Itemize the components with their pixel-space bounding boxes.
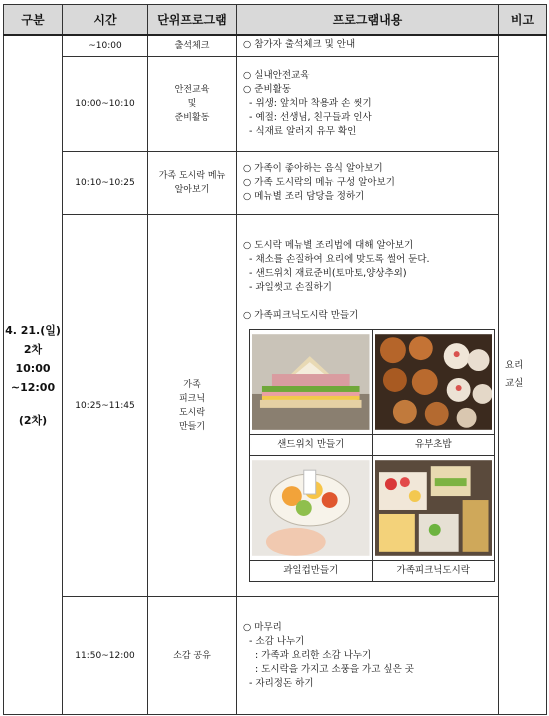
content-line: ○ 가족피크닉도시락 만들기 [243,310,359,321]
header-note: 비고 [499,5,547,36]
picnic-lunchbox-photo-icon [372,456,495,561]
unit-line: 출석체크 [174,41,210,51]
content-line: ○ 가족이 좋아하는 음식 알아보기 [243,163,383,174]
content-line: ○ 마무리 [243,621,282,633]
table-row [4,35,547,57]
sandwich-photo-icon [250,330,373,435]
content-line: - 채소를 손질하여 요리에 맞도록 썰어 둔다. [249,254,430,265]
content-line: : 가족과 요리한 소감 나누기 [255,649,372,661]
note-cell [499,35,547,715]
content-line: ○ 참가자 출석체크 및 안내 [243,39,356,50]
content-line: ○ 가족 도시락의 메뉴 구성 알아보기 [243,177,395,188]
unit-cell [148,35,237,57]
unit-cell [148,597,237,715]
day-end-time: ~12:00 [10,380,56,394]
table-row [4,215,547,597]
note-line: 교실 [505,378,524,389]
sandwich-image [252,334,370,430]
fruit-cup-photo-icon [250,456,373,561]
content-spacer [243,295,492,309]
content-line: - 식재료 알러지 유무 확인 [249,126,357,137]
photo-caption: 유부초밥 [372,435,495,456]
content-line: - 샌드위치 재료준비(토마토,양상추외) [249,268,407,279]
header-time: 시간 [63,5,148,36]
header-row [4,5,547,36]
content-cell [237,152,499,215]
content-line: - 소감 나누기 [249,635,305,647]
unit-line: 가족 도시락 메뉴 [158,171,226,181]
content-line: ○ 실내안전교육 [243,70,310,81]
unit-line: 및 [187,99,197,109]
content-line: - 자리정돈 하기 [249,677,314,689]
photo-caption: 샌드위치 만들기 [250,435,373,456]
photo-caption: 과일컵만들기 [250,561,373,582]
unit-line: 만들기 [178,421,206,432]
table-row [4,57,547,152]
table-row [4,152,547,215]
unit-line: 안전교육 [174,85,210,95]
unit-line: 가족 [183,379,201,390]
day-session-label: (2차) [18,413,48,427]
photo-grid [249,329,495,582]
table-row [4,597,547,715]
day-date: 4. 21.(일) [5,323,61,337]
content-line: - 예절: 선생님, 친구들과 인사 [249,112,372,123]
header-category: 구분 [4,5,63,36]
unit-line: 피크닉 [178,393,206,404]
program-schedule-table [3,4,547,715]
time-cell: 10:25~11:45 [63,215,148,597]
day-session: 2차 [23,342,43,356]
unit-line: 도시락 [178,407,206,418]
day-start-time: 10:00 [15,361,51,375]
content-cell [237,215,499,597]
day-cell [4,35,63,715]
yubu-chobap-photo-icon [372,330,495,435]
photo-caption: 가족피크닉도시락 [372,561,495,582]
content-line: - 위생: 앞치마 착용과 손 씻기 [249,98,372,109]
yubu-chobap-image [375,334,493,430]
content-line: : 도시락을 가지고 소풍을 가고 싶은 곳 [255,663,414,675]
unit-line: 소감 공유 [173,650,211,661]
note-line: 요리 [505,360,524,371]
time-cell: 11:50~12:00 [63,597,148,715]
time-cell: 10:10~10:25 [63,152,148,215]
unit-line: 준비활동 [174,113,210,123]
picnic-lunchbox-image [375,460,493,556]
content-line: ○ 준비활동 [243,84,292,95]
content-cell [237,597,499,715]
time-cell: ~10:00 [63,35,148,57]
unit-line: 알아보기 [174,185,210,195]
time-cell: 10:00~10:10 [63,57,148,152]
header-unit-program: 단위프로그램 [148,5,237,36]
content-cell [237,35,499,57]
content-line: - 과일썻고 손질하기 [249,282,332,293]
content-cell [237,57,499,152]
unit-cell [148,152,237,215]
content-line: ○ 메뉴별 조리 담당을 정하기 [243,191,365,202]
unit-cell [148,57,237,152]
content-line: ○ 도시락 메뉴별 조리법에 대해 알아보기 [243,240,414,251]
unit-cell [148,215,237,597]
fruit-cup-image [252,460,370,556]
header-program-content: 프로그램내용 [237,5,499,36]
